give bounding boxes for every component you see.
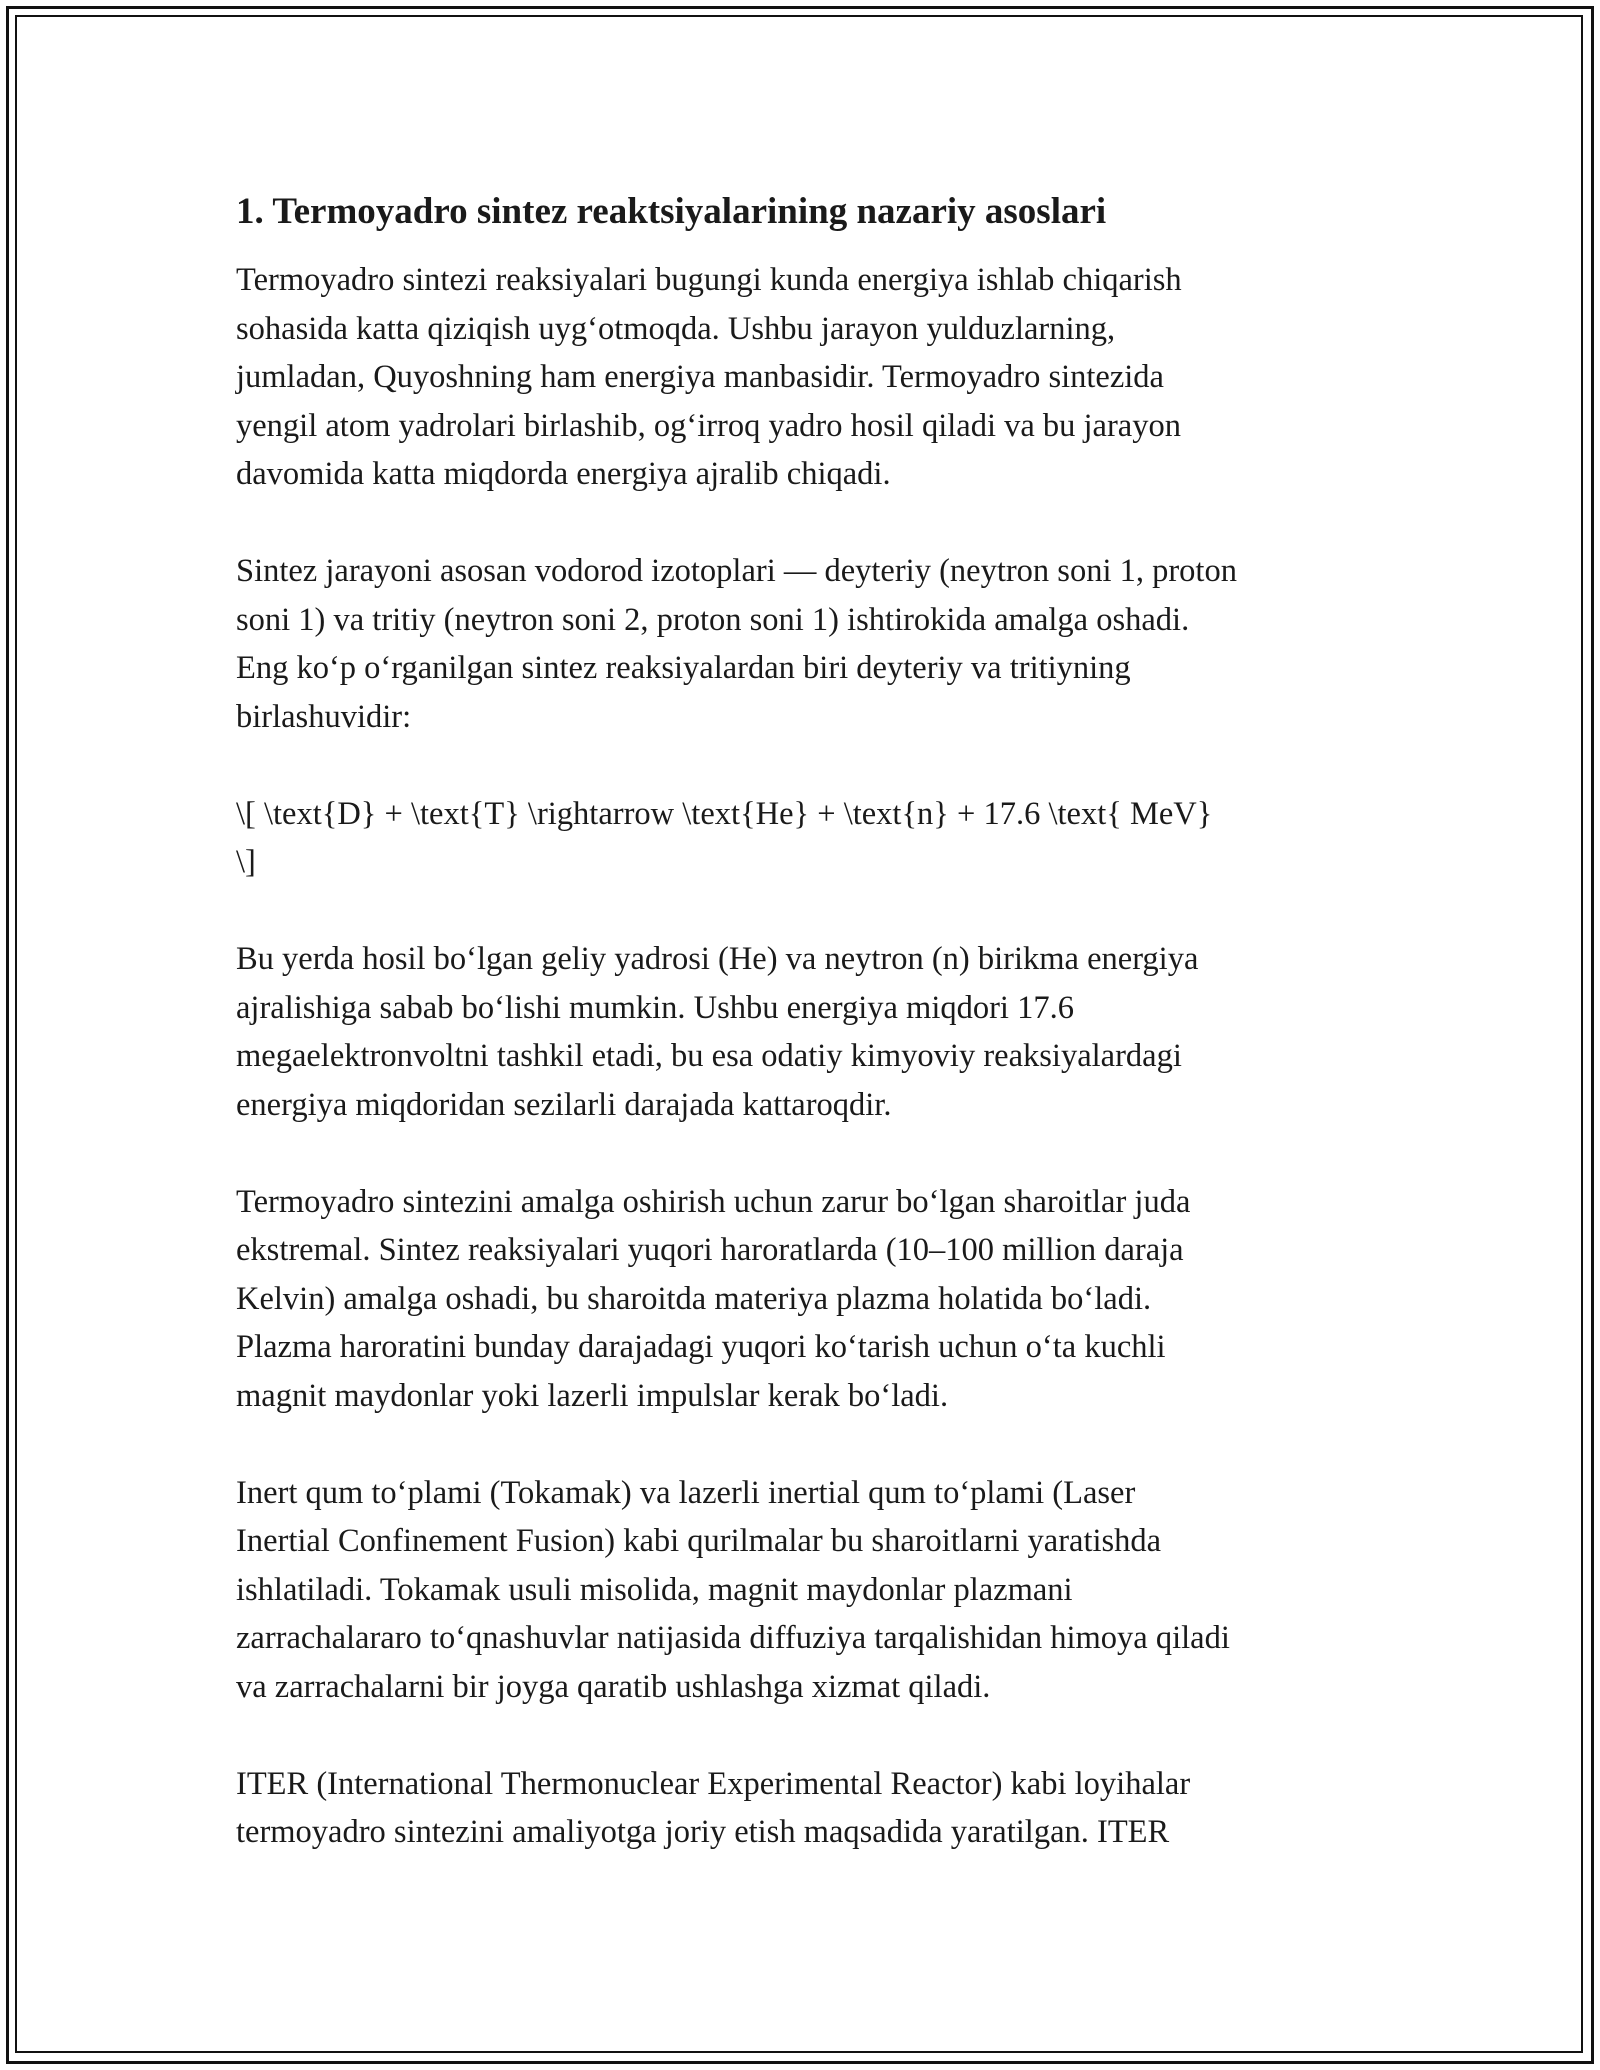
text-line: Inert qum to‘plami (Tokamak) va lazerli inertial qum to‘plami (Laser: [236, 1474, 1136, 1511]
text-line: ajralishiga sabab bo‘lishi mumkin. Ushbu energiya miqdori 17.6: [236, 989, 1074, 1026]
text-line: Inertial Confinement Fusion) kabi qurilmalar bu sharoitlarni yaratishda: [236, 1523, 1162, 1559]
text-line: ishlatiladi. Tokamak usuli misolida, magnit maydonlar plazmani: [236, 1571, 1073, 1608]
text-line: soni 1) va tritiy (neytron soni 2, proton soni 1) ishtirokida amalga oshadi.: [236, 601, 1190, 638]
text-line: \[ \text{D} + \text{T} \rightarrow \text{He} + \text{n} + 17.6 \text{ MeV}: [236, 795, 1213, 832]
text-line: \]: [236, 844, 256, 880]
text-line: Termoyadro sintezi reaksiyalari bugungi kunda energiya ishlab chiqarish: [236, 262, 1182, 298]
document-body: [236, 186, 1386, 1905]
text-line: sohasida katta qiziqish uyg‘otmoqda. Ushbu jarayon yulduzlarning,: [236, 310, 1116, 347]
text-line: ekstremal. Sintez reaksiyalari yuqori haroratlarda (10–100 million daraja: [236, 1232, 1184, 1268]
text-line: davomida katta miqdorda energiya ajralib chiqadi.: [236, 456, 891, 492]
text-line: birlashuvidir:: [236, 698, 412, 735]
paragraph-conditions: [236, 1178, 1386, 1421]
text-line: Bu yerda hosil bo‘lgan geliy yadrosi (He) va neytron (n) birikma energiya: [236, 941, 1199, 977]
paragraph-isotopes: [236, 547, 1386, 741]
text-line: va zarrachalarni bir joyga qaratib ushlashga xizmat qiladi.: [236, 1668, 991, 1705]
text-line: jumladan, Quyoshning ham energiya manbasidir. Termoyadro sintezida: [236, 359, 1164, 395]
text-line: ITER (International Thermonuclear Experimental Reactor) kabi loyihalar: [236, 1765, 1191, 1802]
text-line: Sintez jarayoni asosan vodorod izotoplari — deyteriy (neytron soni 1, proton: [236, 553, 1237, 589]
text-line: termoyadro sintezini amaliyotga joriy etish maqsadida yaratilgan. ITER: [236, 1814, 1170, 1850]
text-line: yengil atom yadrolari birlashib, og‘irroq yadro hosil qiladi va bu jarayon: [236, 407, 1181, 444]
text-line: Kelvin) amalga oshadi, bu sharoitda materiya plazma holatida bo‘ladi.: [236, 1280, 1152, 1317]
text-line: Eng ko‘p o‘rganilgan sintez reaksiyalardan biri deyteriy va tritiyning: [236, 650, 1131, 686]
text-line: Termoyadro sintezini amalga oshirish uchun zarur bo‘lgan sharoitlar juda: [236, 1183, 1191, 1220]
paragraph-tokamak: [236, 1469, 1386, 1712]
paragraph-iter: [236, 1760, 1386, 1857]
section-heading: 1. Termoyadro sintez reaktsiyalarining nazariy asoslari: [236, 191, 1107, 232]
paragraph-energy: [236, 935, 1386, 1129]
text-line: energiya miqdoridan sezilarli darajada kattaroqdir.: [236, 1086, 892, 1123]
text-line: zarrachalararo to‘qnashuvlar natijasida diffuziya tarqalishidan himoya qiladi: [236, 1620, 1230, 1656]
text-line: megaelektronvoltni tashkil etadi, bu esa odatiy kimyoviy reaksiyalardagi: [236, 1038, 1182, 1074]
paragraph-intro: [236, 256, 1386, 499]
equation-latex: [236, 790, 1386, 887]
text-line: Plazma haroratini bunday darajadagi yuqori ko‘tarish uchun o‘ta kuchli: [236, 1329, 1166, 1365]
text-line: magnit maydonlar yoki lazerli impulslar kerak bo‘ladi.: [236, 1377, 949, 1414]
